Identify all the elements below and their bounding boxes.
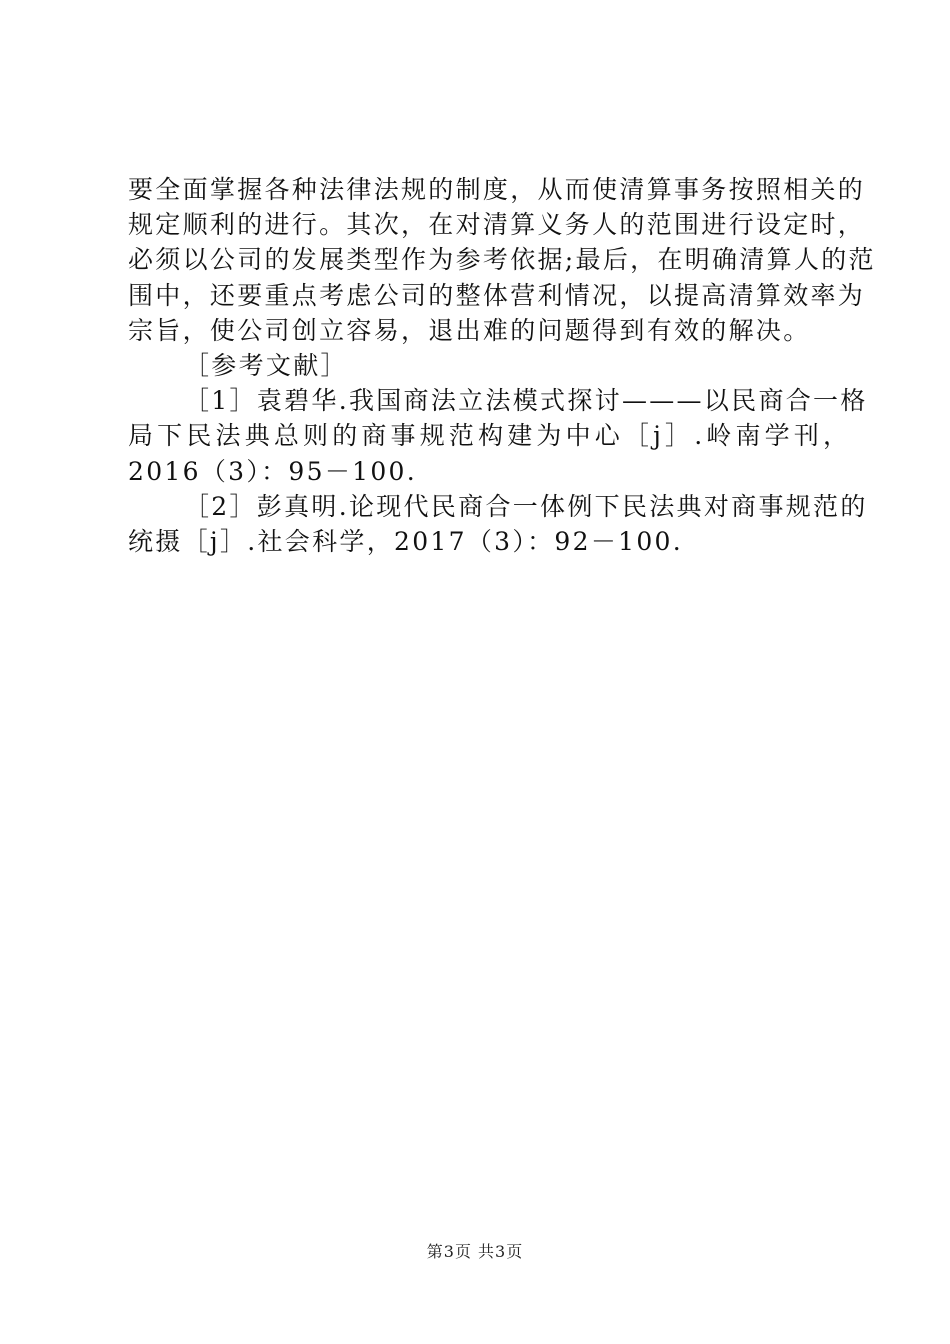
- reference-1-line-2-char: 事: [390, 421, 416, 451]
- reference-2-line-2: 统摄［j］.社会科学，2017（3）：92－100.: [128, 526, 684, 556]
- page-footer: 第3页 共3页: [426, 1242, 524, 1261]
- reference-1-line-2-char: 规: [419, 421, 445, 451]
- reference-1-line-2-char: 建: [507, 421, 533, 451]
- references-heading: ［参考文献］: [184, 350, 348, 380]
- reference-1-line-2-char: 范: [448, 421, 474, 451]
- reference-1-line-2-char: 的: [332, 421, 358, 451]
- reference-1-line-2-char: 总: [273, 421, 299, 451]
- reference-1-line-2-char: ］: [665, 421, 691, 451]
- reference-1-line-2-char: 典: [244, 421, 270, 451]
- reference-1-line-2-char: 法: [215, 421, 241, 451]
- reference-1-line-2-char: 民: [186, 421, 212, 451]
- reference-1-line-2-char: 下: [157, 421, 183, 451]
- paragraph-line: 宗旨，使公司创立容易，退出难的问题得到有效的解决。: [128, 315, 811, 345]
- document-body: [128, 172, 876, 559]
- paragraph-line: 规定顺利的进行。其次，在对清算义务人的范围进行设定时，: [128, 210, 866, 240]
- reference-1-line-2-char: ，: [822, 421, 848, 451]
- paragraph-line: 必须以公司的发展类型作为参考依据;最后，在明确清算人的范: [128, 245, 876, 275]
- paragraph-line: 要全面掌握各种法律法规的制度，从而使清算事务按照相关的: [128, 175, 866, 204]
- reference-1-line-2-char: 南: [735, 421, 761, 451]
- reference-2-line-1: ［2］彭真明.论现代民商合一体例下民法典对商事规范的: [184, 491, 868, 521]
- reference-1-line-2-char: 则: [303, 421, 329, 451]
- reference-1-line-2-char: 为: [536, 421, 562, 451]
- reference-1-line-2-char: 构: [478, 421, 504, 451]
- reference-1-line-2-char: ［: [623, 421, 649, 451]
- paragraph-line: 围中，还要重点考虑公司的整体营利情况，以提高清算效率为: [128, 280, 866, 310]
- reference-1-line-1: ［1］袁碧华.我国商法立法模式探讨———以民商合一格: [184, 386, 868, 416]
- reference-1-line-2-char: 心: [594, 421, 620, 451]
- reference-1-line-2-char: 学: [764, 421, 790, 451]
- reference-1-line-2-char: 岭: [706, 421, 732, 451]
- reference-1-line-3: 2016（3）：95－100.: [128, 456, 418, 486]
- reference-1-line-2-char: 刊: [793, 421, 819, 451]
- reference-1-line-2-char: 中: [565, 421, 591, 451]
- reference-1-line-2-char: .: [694, 421, 703, 451]
- reference-1-line-2-char: j: [653, 421, 661, 451]
- reference-1-line-2-char: 局: [128, 421, 154, 451]
- reference-1-line-2-char: 商: [361, 421, 387, 451]
- reference-1-line-2: [128, 418, 848, 453]
